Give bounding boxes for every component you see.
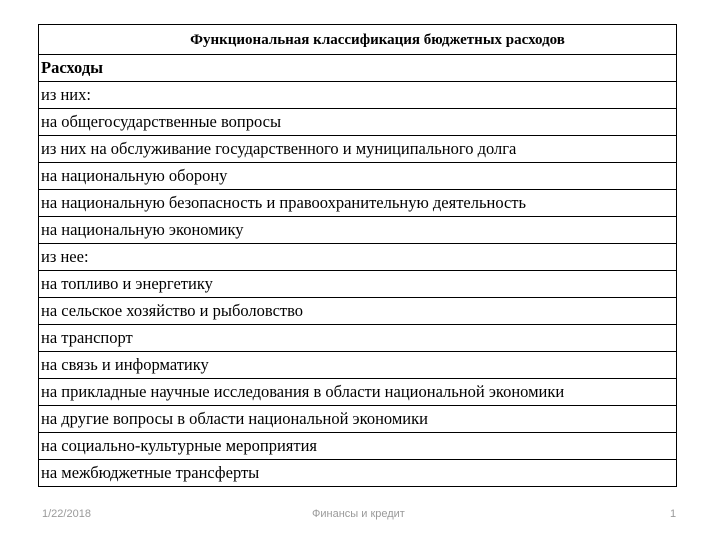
footer-date: 1/22/2018 [42, 508, 91, 520]
table-row: из них на обслуживание государственного и муниципального долга [39, 136, 676, 163]
classification-table [38, 24, 677, 487]
footer-title: Финансы и кредит [312, 508, 405, 520]
table-row: на топливо и энергетику [39, 271, 676, 298]
table-row: из них: [39, 82, 676, 109]
table-row: на сельское хозяйство и рыболовство [39, 298, 676, 325]
table-row: на связь и информатику [39, 352, 676, 379]
table-row: на межбюджетные трансферты [41, 463, 260, 482]
table-row: Расходы [39, 55, 676, 82]
table-row: на общегосударственные вопросы [39, 109, 676, 136]
table-row: на социально-культурные мероприятия [39, 433, 676, 460]
table-row: на другие вопросы в области национальной экономики [39, 406, 676, 433]
page-number: 1 [670, 508, 677, 520]
table-title: Функциональная классификация бюджетных расходов [39, 25, 676, 55]
table-row: из нее: [39, 244, 676, 271]
table-row: на национальную оборону [39, 163, 676, 190]
table-row: на прикладные научные исследования в области национальной экономики [39, 379, 676, 406]
table-row: на национальную экономику [39, 217, 676, 244]
table-row: на транспорт [39, 325, 676, 352]
table-row: на национальную безопасность и правоохранительную деятельность [39, 190, 676, 217]
